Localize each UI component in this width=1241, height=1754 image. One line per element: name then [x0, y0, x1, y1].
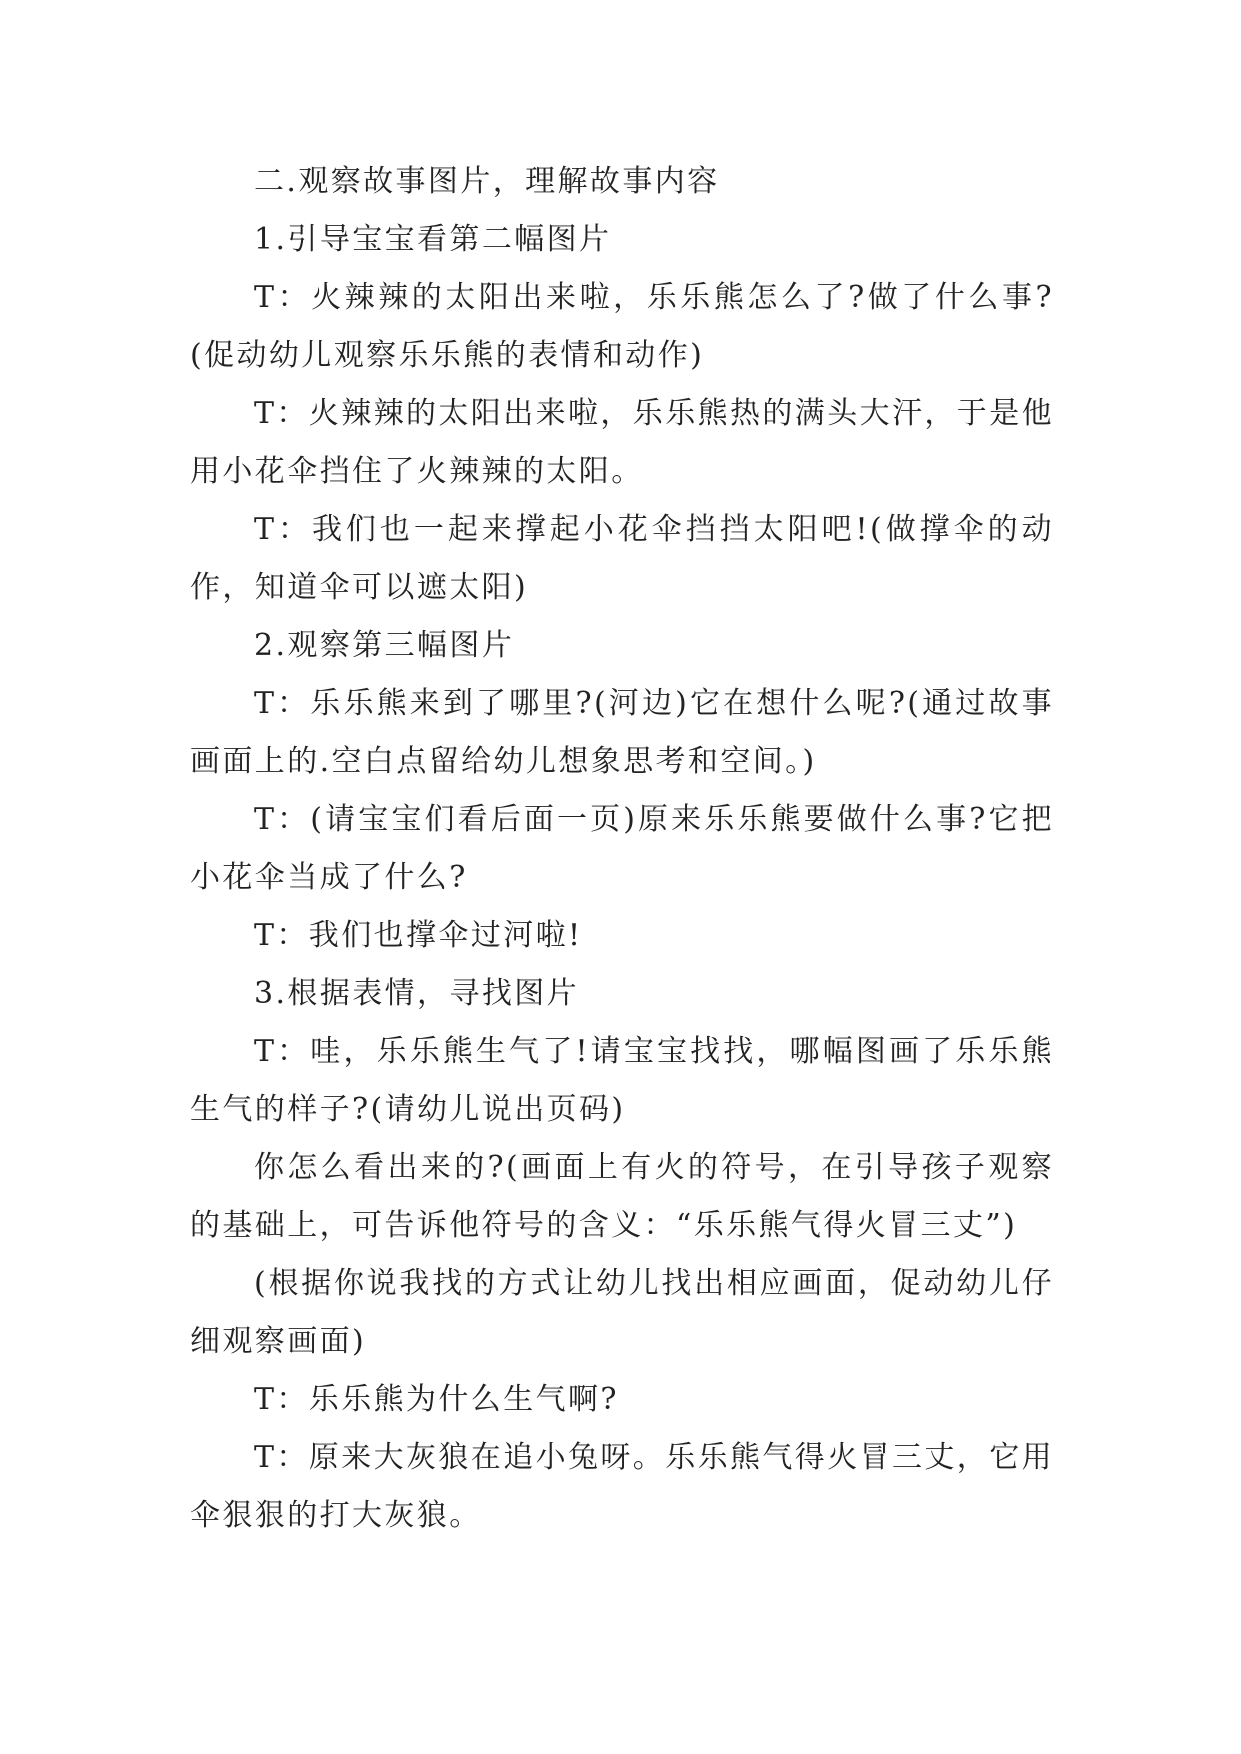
dialogue-paragraph: T：乐乐熊来到了哪里?(河边)它在想什么呢?(通过故事画面上的.空白点留给幼儿想象思考和空间。)	[190, 686, 1054, 779]
step-heading: 2.观察第三幅图片	[254, 628, 515, 663]
step-heading: 1.引导宝宝看第二幅图片	[254, 222, 612, 257]
step-heading: 3.根据表情，寻找图片	[254, 976, 580, 1011]
dialogue-paragraph: T：乐乐熊为什么生气啊?	[254, 1382, 619, 1417]
dialogue-paragraph: T：哇，乐乐熊生气了!请宝宝找找，哪幅图画了乐乐熊生气的样子?(请幼儿说出页码)	[190, 1034, 1054, 1127]
dialogue-paragraph: T：我们也一起来撑起小花伞挡挡太阳吧!(做撑伞的动作，知道伞可以遮太阳)	[190, 512, 1054, 605]
document-body	[190, 153, 1054, 1545]
body-paragraph: (根据你说我找的方式让幼儿找出相应画面，促动幼儿仔细观察画面)	[190, 1266, 1054, 1359]
dialogue-paragraph: T：火辣辣的太阳出来啦，乐乐熊怎么了?做了什么事?(促动幼儿观察乐乐熊的表情和动作)	[190, 280, 1054, 373]
dialogue-paragraph: T：火辣辣的太阳出来啦，乐乐熊热的满头大汗，于是他用小花伞挡住了火辣辣的太阳。	[190, 396, 1055, 489]
section-heading: 二.观察故事图片，理解故事内容	[254, 164, 720, 199]
dialogue-paragraph: T：(请宝宝们看后面一页)原来乐乐熊要做什么事?它把小花伞当成了什么?	[190, 802, 1054, 895]
dialogue-paragraph: T：原来大灰狼在追小兔呀。乐乐熊气得火冒三丈，它用伞狠狠的打大灰狼。	[190, 1440, 1055, 1533]
body-paragraph: 你怎么看出来的?(画面上有火的符号，在引导孩子观察的基础上，可告诉他符号的含义：“乐乐熊气得火冒三丈”)	[190, 1150, 1054, 1243]
dialogue-paragraph: T：我们也撑伞过河啦!	[254, 918, 583, 953]
